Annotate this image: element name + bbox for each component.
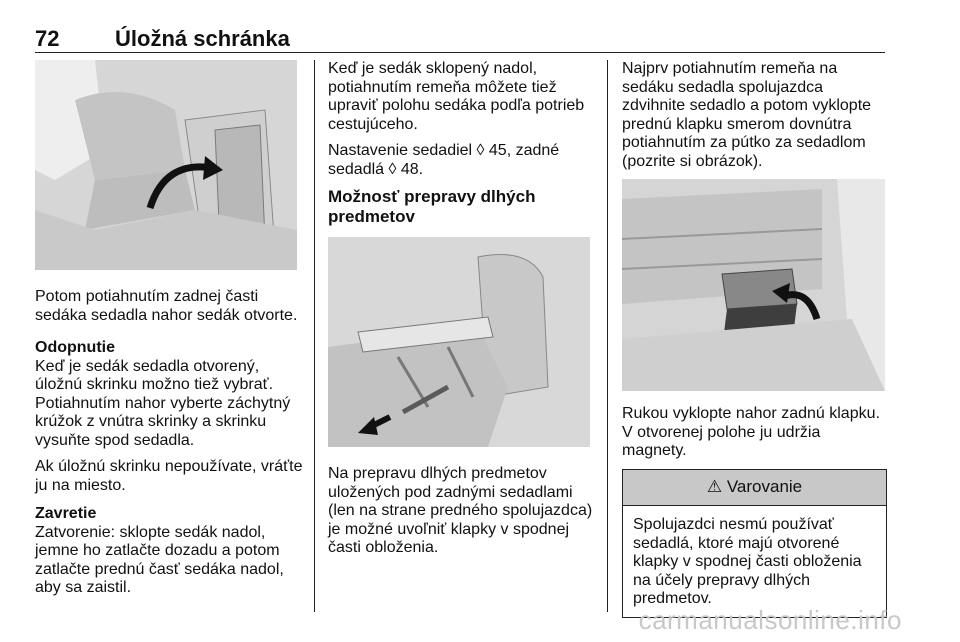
paragraph-closing: Zatvorenie: sklopte sedák nadol, jemne ho zatlačte dozadu a potom zatlačte prednú časť sedáka nadol, aby sa zaistil. — [35, 523, 284, 596]
column-middle — [328, 60, 598, 566]
heading-closing: Zavretie — [35, 505, 97, 522]
paragraph-open-seat: Potom potiahnutím zadnej časti sedáka sedadla nahor sedák otvorte. — [35, 288, 298, 324]
column-divider-1 — [314, 60, 315, 612]
figure-seat-strap — [328, 237, 590, 447]
page-title: Úložná schránka — [115, 26, 290, 51]
warning-header — [623, 470, 886, 507]
paragraph-return: Ak úložnú skrinku nepoužívate, vráťte ju na miesto. — [35, 458, 303, 494]
figure-seat-open — [35, 60, 297, 270]
warning-title: Varovanie — [726, 476, 803, 496]
paragraph-long-items: Na prepravu dlhých predmetov uložených pod zadnými sedadlami (len na strane predného spolujazdca) je možné uvoľniť klapky v spodnej časti obloženia. — [328, 465, 593, 556]
paragraph-cross-reference: Nastavenie sedadiel ◊ 45, zadné sedadlá ◊ 48. — [328, 142, 560, 178]
paragraph-removal: Keď je sedák sedadla otvorený, úložnú skrinku možno tiež vybrať. Potiahnutím nahor vyberte záchytný krúžok z vnútra skrinky a skrinku vysuňte spod sedadla. — [35, 357, 291, 449]
column-left — [35, 60, 305, 606]
warning-text: Spolujazdci nesmú používať sedadlá, ktoré majú otvorené klapky v spodnej časti obloženia na účely prepravy dlhých predmetov. — [633, 516, 862, 607]
heading-removal: Odopnutie — [35, 339, 115, 356]
watermark: carmanualsonline.info — [638, 605, 902, 635]
paragraph-seat-adjust: Keď je sedák sklopený nadol, potiahnutím remeňa môžete tiež upraviť polohu sedáka podľa potrieb cestujúceho. — [328, 60, 585, 133]
column-right — [622, 60, 887, 618]
page-number: 72 — [35, 26, 60, 51]
warning-triangle-icon: ⚠ — [706, 476, 723, 496]
warning-box — [622, 469, 887, 618]
paragraph-lift-seat: Najprv potiahnutím remeňa na sedáku sedadla spolujazdca zdvihnite sedadlo a potom vyklopte prednú klapku smerom dovnútra potiahnutím za pútko za sedadlom (pozrite si obrázok). — [622, 60, 872, 170]
page-header — [35, 22, 885, 53]
section-heading-long-items: Možnosť prepravy dlhých predmetov — [328, 187, 536, 226]
figure-flaps — [622, 179, 885, 391]
paragraph-rear-flap: Rukou vyklopte nahor zadnú klapku. V otvorenej polohe ju udržia magnety. — [622, 405, 880, 459]
column-divider-2 — [607, 60, 608, 612]
